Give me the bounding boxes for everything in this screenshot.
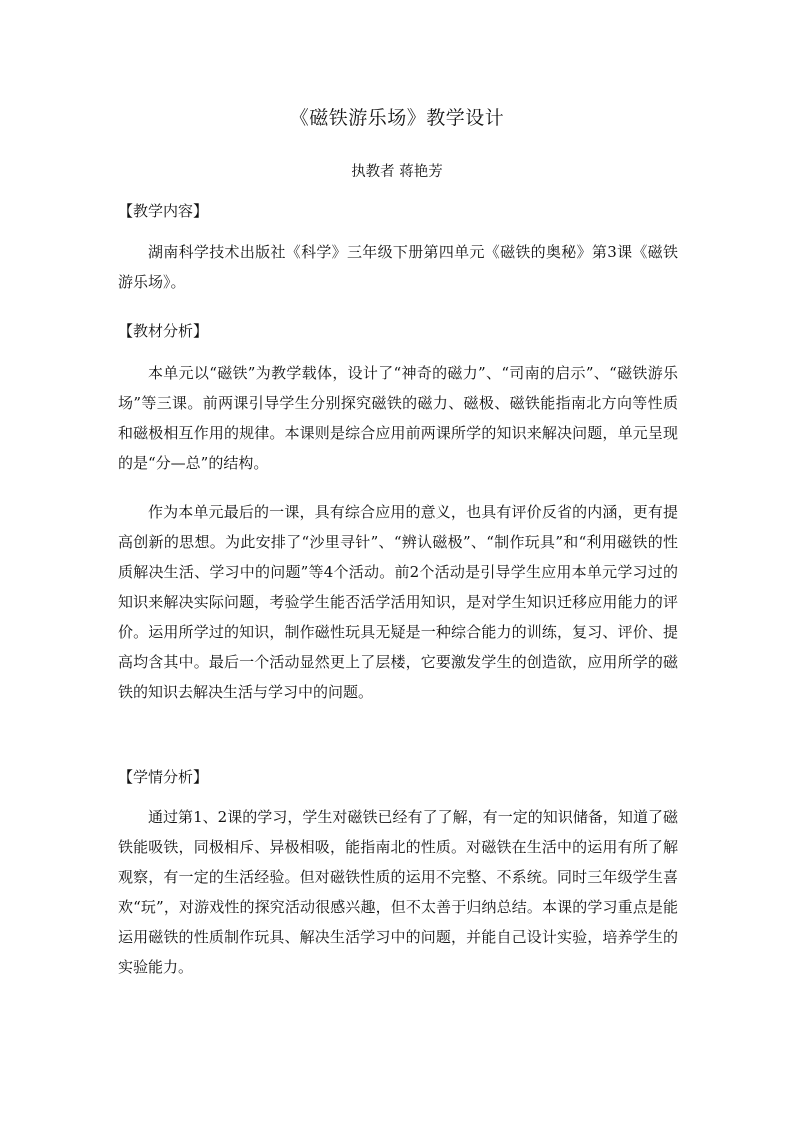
paragraph-learner-analysis: 通过第1、2课的学习，学生对磁铁已经有了了解，有一定的知识储备，知道了磁铁能吸铁，同极相斥、异极相吸，能指南北的性质。对磁铁在生活中的运用有所了解观察，有一定的生活经验。但对磁铁性质的运用不完整、不系统。同时三年级学生喜欢“玩”，对游戏性的探究活动很感兴趣，但不太善于归纳总结。本课的学习重点是能运用磁铁的性质制作玩具、解决生活学习中的问题，并能自己设计实验，培养学生的实验能力。 (118, 808, 678, 976)
document-title: 《磁铁游乐场》教学设计 (289, 107, 505, 129)
author-line: 执教者 蒋艳芳 (351, 164, 443, 180)
paragraph-textbook-analysis-1: 本单元以“磁铁”为教学载体，设计了“神奇的磁力”、“司南的启示”、“磁铁游乐场”等三课。前两课引导学生分别探究磁铁的磁力、磁极、磁铁能指南北方向等性质和磁极相互作用的规律。本课则是综合应用前两课所学的知识来解决问题，单元呈现的是“分—总”的结构。 (118, 364, 678, 472)
paragraph-teaching-content: 湖南科学技术出版社《科学》三年级下册第四单元《磁铁的奥秘》第3课《磁铁游乐场》。 (118, 243, 678, 291)
section-heading-learner-analysis: 【学情分析】 (118, 768, 209, 786)
paragraph-textbook-analysis-2: 作为本单元最后的一课，具有综合应用的意义，也具有评价反省的内涵，更有提高创新的思想。为此安排了“沙里寻针”、“辨认磁极”、“制作玩具”和“利用磁铁的性质解决生活、学习中的问题”等4个活动。前2个活动是引导学生应用本单元学习过的知识来解决实际问题，考验学生能否活学活用知识，是对学生知识迁移应用能力的评价。运用所学过的知识，制作磁性玩具无疑是一种综合能力的训练，复习、评价、提高均含其中。最后一个活动显然更上了层楼，它要激发学生的创造欲，应用所学的磁铁的知识去解决生活与学习中的问题。 (118, 503, 678, 701)
section-heading-teaching-content: 【教学内容】 (118, 202, 209, 220)
section-heading-textbook-analysis: 【教材分析】 (118, 322, 209, 340)
